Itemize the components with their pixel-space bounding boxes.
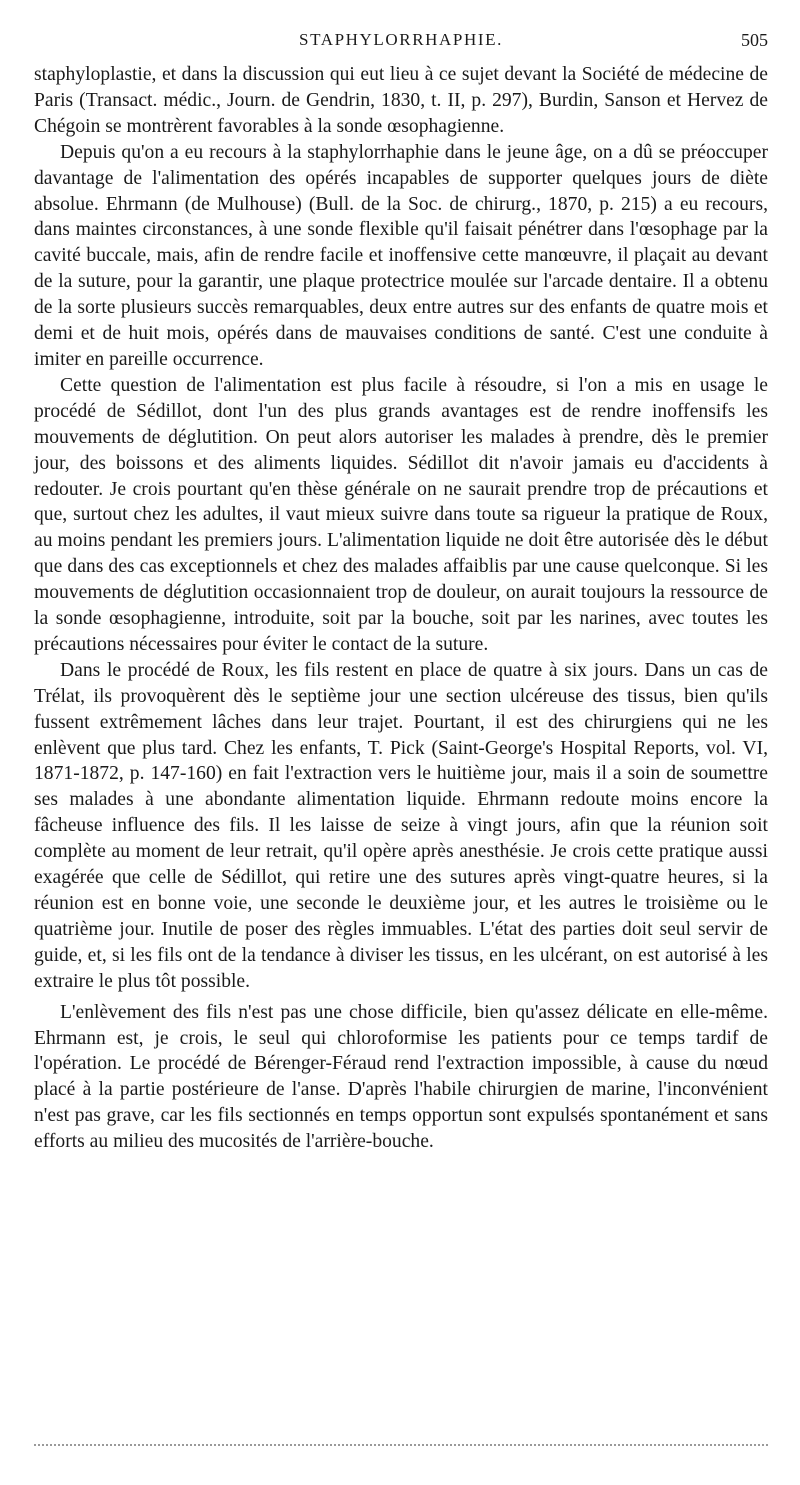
- footer-dotted-rule: [34, 1444, 768, 1446]
- paragraph-procede-sedillot: Cette question de l'alimentation est plus facile à résoudre, si l'on a mis en usage le procédé de Sédillot, dont l'un des plus grands avantages est de rendre inoffensifs les mouvements de déglutition. On peut alors autoriser les malades à prendre, dès le premier jour, des boissons et des aliments liquides. Sédillot dit n'avoir jamais eu d'accidents à redouter. Je crois pourtant qu'en thèse générale on ne saurait prendre trop de précautions et que, surtout chez les adultes, il vaut mieux suivre dans toute sa rigueur la pratique de Roux, au moins pendant les premiers jours. L'alimentation liquide ne doit être autorisée dès le début que dans des cas exceptionnels et chez des malades affaiblis par une cause quelconque. Si les mouvements de déglutition occasionnaient trop de douleur, on aurait toujours la ressource de la sonde œsophagienne, introduite, soit par la bouche, soit par les narines, avec toutes les précautions nécessaires pour éviter le contact de la suture.: [34, 374, 768, 655]
- running-title: STAPHYLORRHAPHIE.: [299, 30, 503, 49]
- page-number: 505: [741, 30, 768, 50]
- paragraph-alimentation-jeune-age: Depuis qu'on a eu recours à la staphylorrhaphie dans le jeune âge, on a dû se préoccuper davantage de l'alimentation des opérés incapables de supporter quelques jours de diète absolue. Ehrmann (de Mulhouse) (Bull. de la Soc. de chirurg., 1870, p. 215) a eu recours, dans maintes circonstances, à une sonde flexible qu'il faisait pénétrer dans l'œsophage par la cavité buccale, mais, afin de rendre facile et inoffensive cette manœuvre, il plaçait au devant de la suture, pour la garantir, une plaque protectrice moulée sur l'arcade dentaire. Il a obtenu de la sorte plusieurs succès remarquables, deux entre autres sur des enfants de quatre mois et demi et de huit mois, opérés dans de mauvaises conditions de santé. C'est une conduite à imiter en pareille occurrence.: [34, 141, 768, 370]
- running-head: [34, 24, 768, 58]
- paragraph-continuation: staphyloplastie, et dans la discussion qui eut lieu à ce sujet devant la Société de médecine de Paris (Transact. médic., Journ. de Gendrin, 1830, t. II, p. 297), Burdin, Sanson et Hervez de Chégoin se montrèrent favorables à la sonde œsophagienne.: [34, 64, 768, 137]
- paragraph-enlevement-fils: L'enlèvement des fils n'est pas une chose difficile, bien qu'assez délicate en elle-même. Ehrmann est, je crois, le seul qui chloroformise les patients pour ce temps tardif de l'opération. Le procédé de Bérenger-Féraud rend l'extraction impossible, à cause du nœud placé à la partie postérieure de l'anse. D'après l'habile chirurgien de marine, l'inconvénient n'est pas grave, car les fils sectionnés en temps opportun sont expulsés spontanément et sans efforts au milieu des mucosités de l'arrière-bouche.: [34, 1001, 768, 1153]
- paragraph-procede-roux: Dans le procédé de Roux, les fils restent en place de quatre à six jours. Dans un cas de Trélat, ils provoquèrent dès le septième jour une section ulcéreuse des tissus, bien qu'ils fussent extrêmement lâches dans leur trajet. Pourtant, il est des chirurgiens qui ne les enlèvent que plus tard. Chez les enfants, T. Pick (Saint-George's Hospital Reports, vol. VI, 1871-1872, p. 147-160) en fait l'extraction vers le huitième jour, mais il a soin de soumettre ses malades à une abondante alimentation liquide. Ehrmann redoute moins encore la fâcheuse influence des fils. Il les laisse de seize à vingt jours, afin que la réunion soit complète au moment de leur retrait, qu'il opère après anesthésie. Je crois cette pratique aussi exagérée que celle de Sédillot, qui retire une des sutures après vingt-quatre heures, si la réunion est en bonne voie, une seconde le deuxième jour, et les autres le troisième ou le quatrième jour. Inutile de poser des règles immuables. L'état des parties doit seul servir de guide, et, si les fils ont de la tendance à diviser les tissus, en les ulcérant, on est autorisé à les extraire le plus tôt possible.: [34, 659, 768, 992]
- body-text: [34, 62, 768, 1155]
